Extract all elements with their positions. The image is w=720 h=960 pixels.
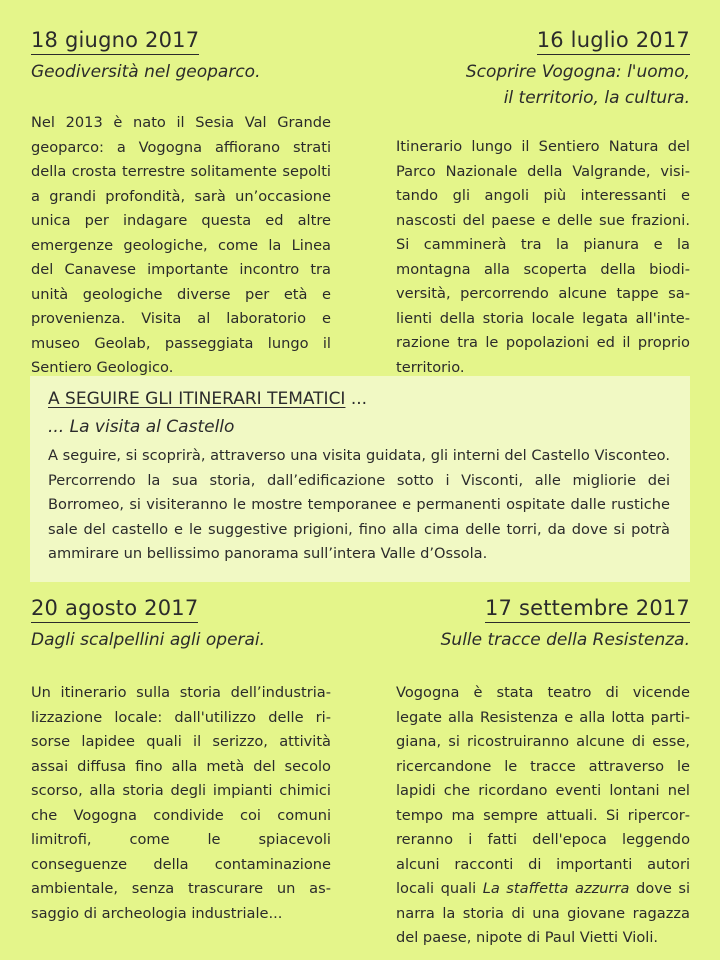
- castle-visit-panel: [30, 376, 690, 582]
- panel-title-underlined: A SEGUIRE GLI ITINERARI TEMATICI: [48, 389, 346, 409]
- book-title: La staffetta azzurra: [482, 880, 630, 897]
- event-date: 16 luglio 2017: [537, 26, 690, 55]
- panel-subtitle: ... La visita al Castello: [48, 417, 235, 437]
- event-june: [31, 26, 331, 381]
- event-july: [396, 26, 690, 380]
- panel-description: A seguire, si scoprirà, attraverso una visita guidata, gli interni del Castello Visconteo. Percorrendo la sua storia, dall’edificazione sotto i Visconti, alle migliorie dei Borromeo, si visiteranno le mostre temporanee e permanenti ospitate dalle rustiche sale del castello e le suggestive prigioni, fino alla cima delle torri, da dove si potrà ammirare un bellissimo panorama sull’intera Valle d’Ossola.: [48, 447, 670, 562]
- event-title: Dagli scalpellini agli operai.: [31, 630, 266, 650]
- event-title-line-1: Scoprire Vogogna: l'uomo,: [465, 62, 690, 82]
- event-description: [396, 681, 690, 951]
- panel-title-suffix: ...: [345, 389, 368, 409]
- panel-title: [48, 386, 670, 412]
- description-part: dove si narra la storia di una giovane ragazza del paese, nipote di Paul Vietti Violi.: [396, 880, 690, 946]
- event-date: 18 giugno 2017: [31, 26, 199, 55]
- description-part: Vogogna è stata teatro di vicende legate alla Resistenza e alla lotta partigiana, si ricostruiranno alcune di esse, ricercandone le tracce attraverso le lapidi che ricordano eventi lontani nel tempo ma sempre attuali. Si ripercorreranno i fatti dell'epoca leggendo alcuni racconti di importanti autori locali quali: [396, 684, 690, 897]
- event-date: 17 settembre 2017: [485, 594, 690, 623]
- event-september: [396, 594, 690, 951]
- event-august: [31, 594, 331, 926]
- event-title-line-2: il territorio, la cultura.: [503, 88, 690, 108]
- event-description: Itinerario lungo il Sentiero Natura del Parco Nazionale della Valgrande, visitando gli angoli più interessanti e nascosti del paese e delle sue frazioni. Si camminerà tra la pianura e la montagna alla scoperta della biodiversità, percorrendo alcune tappe salienti della storia locale legata all'interazione tra le popolazioni ed il proprio territorio.: [396, 138, 690, 376]
- event-title: Geodiversità nel geoparco.: [31, 62, 261, 82]
- event-title: [396, 59, 690, 111]
- event-description: Un itinerario sulla storia dell’industrializzazione locale: dall'utilizzo delle risorse lapidee quali il serizzo, attività assai diffusa fino alla metà del secolo scorso, alla storia degli impianti chimici che Vogogna condivide coi comuni limitrofi, come le spiacevoli conseguenze della contaminazione ambientale, senza trascurare un assaggio di archeologia industriale...: [31, 684, 331, 922]
- event-date: 20 agosto 2017: [31, 594, 198, 623]
- event-title: Sulle tracce della Resistenza.: [440, 630, 690, 650]
- event-description: Nel 2013 è nato il Sesia Val Grande geoparco: a Vogogna affiorano strati della crosta terrestre solitamente sepolti a grandi profondità, sarà un’occasione unica per indagare questa ed altre emergenze geologiche, come la Linea del Canavese importante incontro tra unità geologiche diverse per età e provenienza. Visita al laboratorio e museo Geolab, passeggiata lungo il Sentiero Geologico.: [31, 114, 331, 376]
